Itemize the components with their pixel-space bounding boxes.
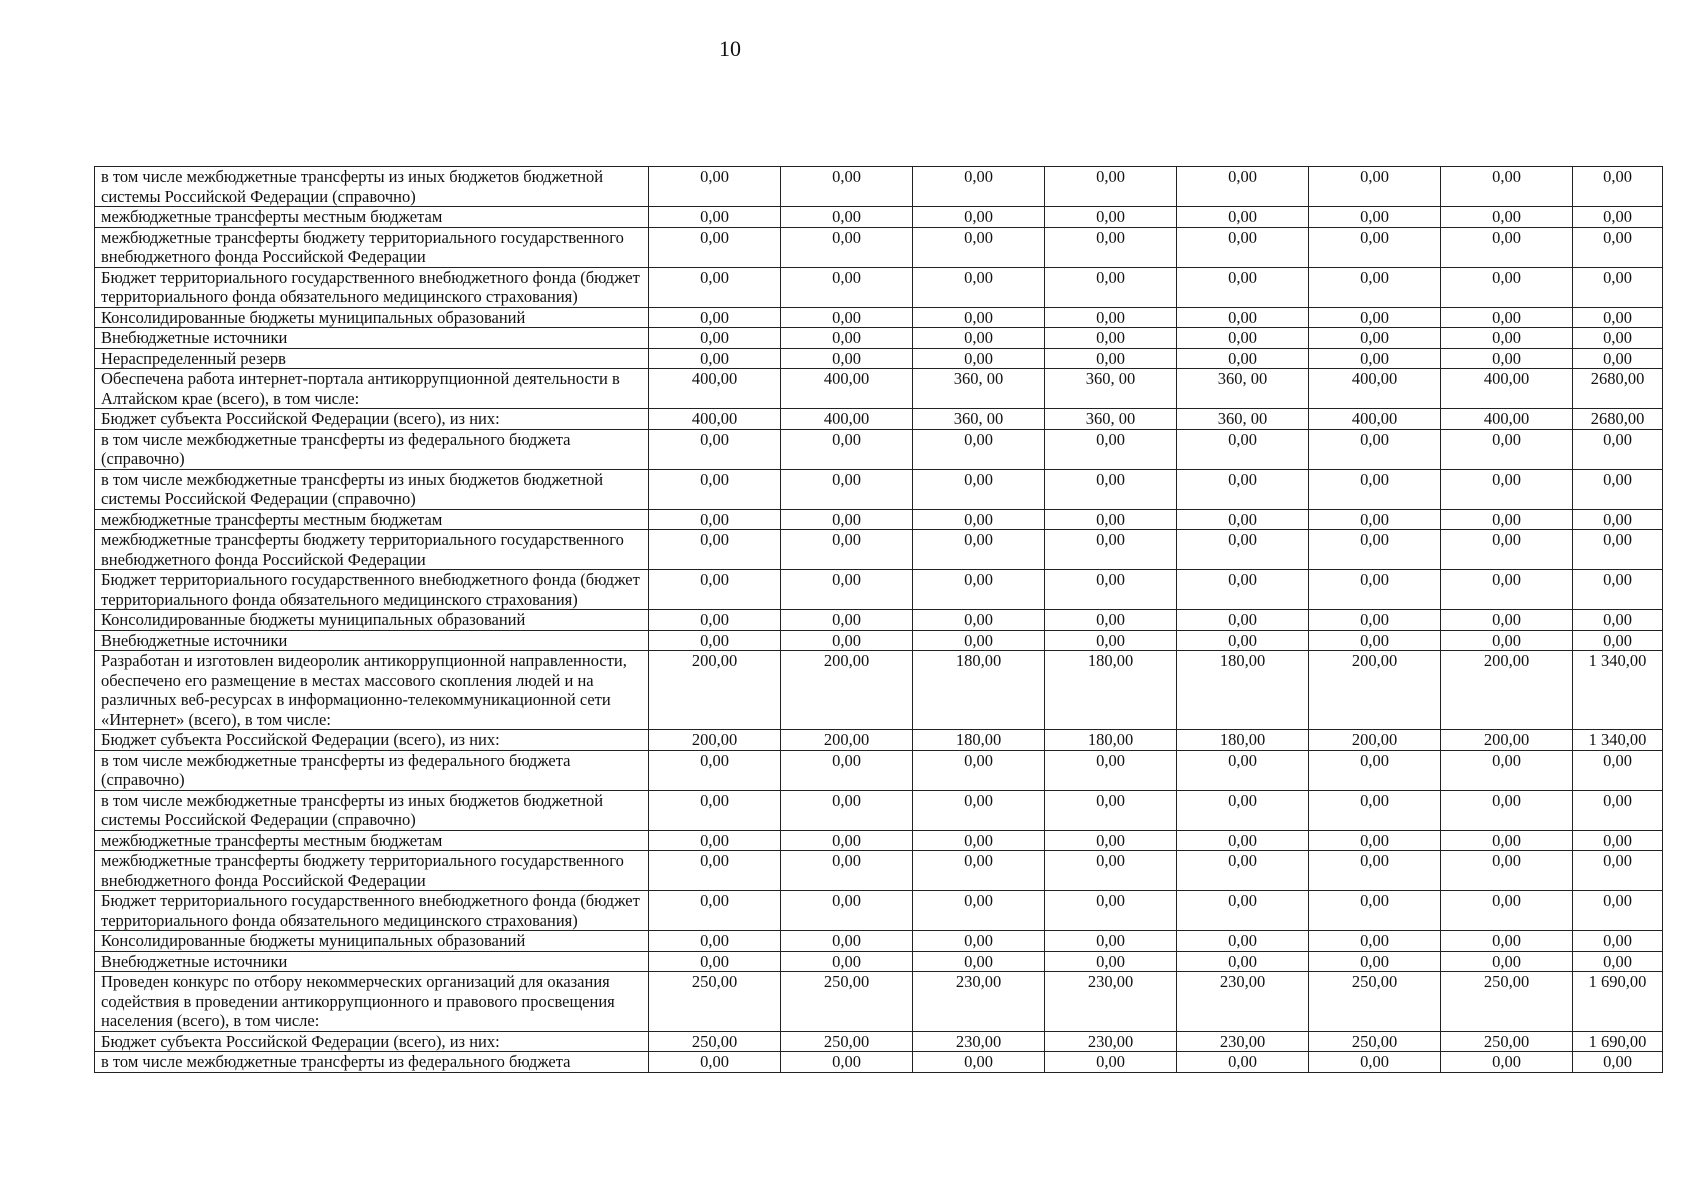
row-value-cell: 0,00 — [1177, 328, 1309, 349]
row-value-cell: 0,00 — [1309, 530, 1441, 570]
row-value-cell: 0,00 — [1441, 509, 1573, 530]
row-value-cell: 250,00 — [781, 972, 913, 1032]
row-value-cell: 0,00 — [781, 891, 913, 931]
row-value-cell: 180,00 — [1045, 651, 1177, 730]
row-value-cell: 0,00 — [1177, 790, 1309, 830]
row-value-cell: 0,00 — [1309, 227, 1441, 267]
row-value-cell: 0,00 — [649, 167, 781, 207]
table-row — [95, 1052, 1663, 1073]
row-value-cell: 0,00 — [1045, 891, 1177, 931]
table-row — [95, 207, 1663, 228]
row-value-cell: 0,00 — [913, 167, 1045, 207]
table-row — [95, 307, 1663, 328]
row-value-cell: 0,00 — [1441, 227, 1573, 267]
row-value-cell: 0,00 — [1441, 530, 1573, 570]
row-value-cell: 250,00 — [781, 1031, 913, 1052]
table-row — [95, 267, 1663, 307]
row-label: в том числе межбюджетные трансферты из иных бюджетов бюджетной системы Российской Федерации (справочно) — [95, 469, 649, 509]
row-value-cell: 180,00 — [1177, 651, 1309, 730]
row-value-cell: 400,00 — [781, 409, 913, 430]
row-value-cell: 250,00 — [649, 972, 781, 1032]
row-value-cell: 0,00 — [1045, 167, 1177, 207]
row-value-cell: 200,00 — [781, 651, 913, 730]
row-value-cell: 0,00 — [781, 469, 913, 509]
row-value-cell: 0,00 — [1441, 1052, 1573, 1073]
row-total-cell: 0,00 — [1573, 328, 1663, 349]
row-label: в том числе межбюджетные трансферты из иных бюджетов бюджетной системы Российской Федерации (справочно) — [95, 790, 649, 830]
row-value-cell: 0,00 — [1441, 469, 1573, 509]
table-row — [95, 429, 1663, 469]
row-value-cell: 230,00 — [1045, 972, 1177, 1032]
row-value-cell: 360, 00 — [1177, 369, 1309, 409]
row-value-cell: 0,00 — [781, 429, 913, 469]
row-value-cell: 0,00 — [781, 227, 913, 267]
row-value-cell: 0,00 — [913, 830, 1045, 851]
row-value-cell: 0,00 — [913, 348, 1045, 369]
table-body — [95, 167, 1663, 1073]
row-total-cell: 0,00 — [1573, 830, 1663, 851]
table-row — [95, 972, 1663, 1032]
row-value-cell: 0,00 — [1177, 830, 1309, 851]
row-value-cell: 0,00 — [1441, 931, 1573, 952]
row-value-cell: 0,00 — [913, 610, 1045, 631]
row-value-cell: 0,00 — [1177, 348, 1309, 369]
row-label: Обеспечена работа интернет-портала антикоррупционной деятельности в Алтайском крае (всего), в том числе: — [95, 369, 649, 409]
row-value-cell: 0,00 — [1309, 509, 1441, 530]
row-value-cell: 0,00 — [649, 429, 781, 469]
row-value-cell: 0,00 — [649, 328, 781, 349]
row-value-cell: 0,00 — [1177, 750, 1309, 790]
row-value-cell: 0,00 — [1177, 307, 1309, 328]
row-value-cell: 0,00 — [1045, 570, 1177, 610]
row-value-cell: 0,00 — [1177, 469, 1309, 509]
row-value-cell: 0,00 — [1441, 790, 1573, 830]
row-label: межбюджетные трансферты бюджету территориального государственного внебюджетного фонда Российской Федерации — [95, 227, 649, 267]
row-value-cell: 0,00 — [1309, 429, 1441, 469]
row-label: межбюджетные трансферты местным бюджетам — [95, 509, 649, 530]
table-row — [95, 730, 1663, 751]
row-label: в том числе межбюджетные трансферты из федерального бюджета — [95, 1052, 649, 1073]
row-value-cell: 400,00 — [781, 369, 913, 409]
row-value-cell: 0,00 — [1441, 610, 1573, 631]
row-value-cell: 0,00 — [1045, 429, 1177, 469]
row-value-cell: 0,00 — [913, 1052, 1045, 1073]
row-value-cell: 0,00 — [649, 790, 781, 830]
row-label: Бюджет субъекта Российской Федерации (всего), из них: — [95, 1031, 649, 1052]
row-total-cell: 0,00 — [1573, 207, 1663, 228]
table-row — [95, 530, 1663, 570]
row-value-cell: 0,00 — [781, 830, 913, 851]
row-total-cell: 2680,00 — [1573, 369, 1663, 409]
row-value-cell: 400,00 — [649, 369, 781, 409]
row-value-cell: 0,00 — [781, 207, 913, 228]
row-value-cell: 0,00 — [781, 750, 913, 790]
row-value-cell: 0,00 — [781, 307, 913, 328]
table-row — [95, 469, 1663, 509]
row-value-cell: 0,00 — [1177, 1052, 1309, 1073]
row-value-cell: 0,00 — [1309, 830, 1441, 851]
table-row — [95, 570, 1663, 610]
row-value-cell: 0,00 — [1045, 348, 1177, 369]
table-row — [95, 891, 1663, 931]
row-value-cell: 0,00 — [913, 851, 1045, 891]
row-value-cell: 0,00 — [649, 509, 781, 530]
row-value-cell: 0,00 — [781, 1052, 913, 1073]
row-value-cell: 200,00 — [1441, 651, 1573, 730]
row-total-cell: 0,00 — [1573, 790, 1663, 830]
row-total-cell: 1 340,00 — [1573, 651, 1663, 730]
table-row — [95, 227, 1663, 267]
row-value-cell: 0,00 — [1309, 328, 1441, 349]
row-value-cell: 0,00 — [649, 931, 781, 952]
row-value-cell: 0,00 — [1441, 951, 1573, 972]
row-total-cell: 2680,00 — [1573, 409, 1663, 430]
row-label: Бюджет территориального государственного внебюджетного фонда (бюджет территориального фонда обязательного медицинского страхования) — [95, 891, 649, 931]
row-value-cell: 400,00 — [1309, 409, 1441, 430]
row-value-cell: 0,00 — [913, 328, 1045, 349]
row-value-cell: 0,00 — [1441, 891, 1573, 931]
row-value-cell: 0,00 — [649, 851, 781, 891]
row-label: межбюджетные трансферты местным бюджетам — [95, 207, 649, 228]
row-value-cell: 0,00 — [649, 307, 781, 328]
row-total-cell: 0,00 — [1573, 167, 1663, 207]
row-value-cell: 0,00 — [1441, 570, 1573, 610]
row-value-cell: 250,00 — [1309, 972, 1441, 1032]
row-value-cell: 200,00 — [1309, 651, 1441, 730]
row-value-cell: 0,00 — [913, 307, 1045, 328]
table-row — [95, 167, 1663, 207]
row-value-cell: 0,00 — [913, 469, 1045, 509]
row-value-cell: 0,00 — [781, 267, 913, 307]
row-value-cell: 0,00 — [1045, 951, 1177, 972]
row-value-cell: 0,00 — [1177, 429, 1309, 469]
row-value-cell: 230,00 — [1177, 972, 1309, 1032]
row-value-cell: 0,00 — [1441, 207, 1573, 228]
row-label: Проведен конкурс по отбору некоммерческих организаций для оказания содействия в проведении антикоррупционного и правового просвещения населения (всего), в том числе: — [95, 972, 649, 1032]
row-value-cell: 0,00 — [1309, 891, 1441, 931]
row-value-cell: 0,00 — [1045, 509, 1177, 530]
row-value-cell: 200,00 — [781, 730, 913, 751]
row-value-cell: 200,00 — [649, 651, 781, 730]
row-value-cell: 0,00 — [1309, 750, 1441, 790]
row-value-cell: 0,00 — [1177, 570, 1309, 610]
row-value-cell: 0,00 — [913, 750, 1045, 790]
row-label: Бюджет субъекта Российской Федерации (всего), из них: — [95, 409, 649, 430]
row-value-cell: 400,00 — [1309, 369, 1441, 409]
row-value-cell: 0,00 — [1441, 750, 1573, 790]
row-value-cell: 0,00 — [649, 267, 781, 307]
row-value-cell: 0,00 — [1309, 931, 1441, 952]
row-total-cell: 0,00 — [1573, 610, 1663, 631]
row-value-cell: 0,00 — [1045, 610, 1177, 631]
row-value-cell: 0,00 — [1177, 530, 1309, 570]
row-value-cell: 0,00 — [781, 790, 913, 830]
row-value-cell: 0,00 — [1177, 630, 1309, 651]
row-label: Бюджет территориального государственного внебюджетного фонда (бюджет территориального фонда обязательного медицинского страхования) — [95, 570, 649, 610]
row-value-cell: 0,00 — [1441, 307, 1573, 328]
row-value-cell: 0,00 — [1045, 530, 1177, 570]
row-value-cell: 0,00 — [1045, 227, 1177, 267]
row-value-cell: 0,00 — [913, 570, 1045, 610]
row-value-cell: 400,00 — [1441, 369, 1573, 409]
row-value-cell: 0,00 — [913, 951, 1045, 972]
row-value-cell: 0,00 — [781, 509, 913, 530]
row-total-cell: 1 690,00 — [1573, 972, 1663, 1032]
row-label: Консолидированные бюджеты муниципальных образований — [95, 307, 649, 328]
row-value-cell: 0,00 — [1309, 1052, 1441, 1073]
row-value-cell: 230,00 — [913, 972, 1045, 1032]
row-value-cell: 0,00 — [1441, 328, 1573, 349]
row-value-cell: 0,00 — [1309, 267, 1441, 307]
row-value-cell: 0,00 — [1441, 851, 1573, 891]
row-value-cell: 180,00 — [913, 651, 1045, 730]
row-value-cell: 0,00 — [1045, 830, 1177, 851]
row-value-cell: 0,00 — [913, 790, 1045, 830]
row-label: межбюджетные трансферты бюджету территориального государственного внебюджетного фонда Российской Федерации — [95, 530, 649, 570]
row-value-cell: 0,00 — [1177, 951, 1309, 972]
row-value-cell: 250,00 — [1441, 972, 1573, 1032]
row-label: Внебюджетные источники — [95, 630, 649, 651]
row-value-cell: 0,00 — [1309, 630, 1441, 651]
row-total-cell: 0,00 — [1573, 469, 1663, 509]
row-total-cell: 0,00 — [1573, 630, 1663, 651]
row-value-cell: 0,00 — [649, 348, 781, 369]
row-value-cell: 0,00 — [781, 167, 913, 207]
row-label: Бюджет территориального государственного внебюджетного фонда (бюджет территориального фонда обязательного медицинского страхования) — [95, 267, 649, 307]
row-label: Внебюджетные источники — [95, 951, 649, 972]
row-value-cell: 0,00 — [649, 227, 781, 267]
row-label: в том числе межбюджетные трансферты из федерального бюджета (справочно) — [95, 429, 649, 469]
row-value-cell: 0,00 — [781, 348, 913, 369]
row-value-cell: 0,00 — [1309, 790, 1441, 830]
row-value-cell: 250,00 — [1441, 1031, 1573, 1052]
row-value-cell: 0,00 — [1309, 207, 1441, 228]
row-value-cell: 0,00 — [913, 630, 1045, 651]
row-label: в том числе межбюджетные трансферты из иных бюджетов бюджетной системы Российской Федерации (справочно) — [95, 167, 649, 207]
row-value-cell: 0,00 — [1177, 207, 1309, 228]
table-row — [95, 951, 1663, 972]
row-value-cell: 0,00 — [649, 951, 781, 972]
row-value-cell: 0,00 — [1177, 267, 1309, 307]
row-value-cell: 0,00 — [1045, 790, 1177, 830]
row-value-cell: 250,00 — [649, 1031, 781, 1052]
row-value-cell: 0,00 — [781, 630, 913, 651]
table-row — [95, 931, 1663, 952]
row-value-cell: 0,00 — [1441, 167, 1573, 207]
row-value-cell: 0,00 — [1045, 851, 1177, 891]
row-value-cell: 360, 00 — [913, 409, 1045, 430]
row-value-cell: 0,00 — [913, 891, 1045, 931]
row-label: Нераспределенный резерв — [95, 348, 649, 369]
row-value-cell: 0,00 — [781, 570, 913, 610]
row-value-cell: 0,00 — [1177, 891, 1309, 931]
row-value-cell: 0,00 — [1309, 167, 1441, 207]
row-total-cell: 1 340,00 — [1573, 730, 1663, 751]
row-value-cell: 0,00 — [913, 931, 1045, 952]
row-value-cell: 0,00 — [1177, 610, 1309, 631]
row-total-cell: 0,00 — [1573, 530, 1663, 570]
row-value-cell: 400,00 — [1441, 409, 1573, 430]
row-value-cell: 0,00 — [1045, 328, 1177, 349]
row-value-cell: 0,00 — [649, 750, 781, 790]
row-total-cell: 0,00 — [1573, 227, 1663, 267]
table-row — [95, 328, 1663, 349]
row-value-cell: 0,00 — [1309, 307, 1441, 328]
row-value-cell: 0,00 — [1177, 167, 1309, 207]
row-label: межбюджетные трансферты бюджету территориального государственного внебюджетного фонда Российской Федерации — [95, 851, 649, 891]
row-total-cell: 0,00 — [1573, 429, 1663, 469]
row-value-cell: 0,00 — [1441, 267, 1573, 307]
row-value-cell: 180,00 — [913, 730, 1045, 751]
table-row — [95, 851, 1663, 891]
row-value-cell: 0,00 — [913, 227, 1045, 267]
row-value-cell: 230,00 — [1177, 1031, 1309, 1052]
row-value-cell: 0,00 — [649, 830, 781, 851]
row-total-cell: 0,00 — [1573, 267, 1663, 307]
row-value-cell: 0,00 — [781, 610, 913, 631]
row-value-cell: 0,00 — [649, 1052, 781, 1073]
table-row — [95, 369, 1663, 409]
row-value-cell: 400,00 — [649, 409, 781, 430]
row-total-cell: 0,00 — [1573, 570, 1663, 610]
table-row — [95, 830, 1663, 851]
row-value-cell: 0,00 — [781, 851, 913, 891]
table-row — [95, 610, 1663, 631]
row-value-cell: 230,00 — [913, 1031, 1045, 1052]
row-value-cell: 0,00 — [1441, 429, 1573, 469]
row-value-cell: 0,00 — [649, 570, 781, 610]
budget-table — [94, 166, 1663, 1073]
row-value-cell: 0,00 — [1441, 630, 1573, 651]
table-row — [95, 509, 1663, 530]
table-row — [95, 348, 1663, 369]
row-label: Консолидированные бюджеты муниципальных образований — [95, 931, 649, 952]
row-label: Внебюджетные источники — [95, 328, 649, 349]
row-total-cell: 0,00 — [1573, 891, 1663, 931]
row-total-cell: 0,00 — [1573, 307, 1663, 328]
row-value-cell: 0,00 — [913, 530, 1045, 570]
row-value-cell: 0,00 — [1177, 227, 1309, 267]
row-value-cell: 360, 00 — [1045, 369, 1177, 409]
row-total-cell: 0,00 — [1573, 509, 1663, 530]
row-value-cell: 0,00 — [781, 931, 913, 952]
row-label: Бюджет субъекта Российской Федерации (всего), из них: — [95, 730, 649, 751]
row-value-cell: 0,00 — [1045, 931, 1177, 952]
row-value-cell: 200,00 — [649, 730, 781, 751]
row-value-cell: 0,00 — [913, 267, 1045, 307]
row-value-cell: 0,00 — [1045, 469, 1177, 509]
row-value-cell: 0,00 — [649, 630, 781, 651]
row-value-cell: 0,00 — [1177, 931, 1309, 952]
row-value-cell: 250,00 — [1309, 1031, 1441, 1052]
row-value-cell: 0,00 — [1309, 851, 1441, 891]
row-total-cell: 0,00 — [1573, 931, 1663, 952]
row-value-cell: 0,00 — [1441, 830, 1573, 851]
row-value-cell: 180,00 — [1177, 730, 1309, 751]
table-row — [95, 750, 1663, 790]
row-value-cell: 0,00 — [1309, 469, 1441, 509]
table-row — [95, 630, 1663, 651]
row-value-cell: 0,00 — [649, 530, 781, 570]
row-value-cell: 0,00 — [1177, 509, 1309, 530]
table-row — [95, 790, 1663, 830]
row-value-cell: 0,00 — [649, 469, 781, 509]
row-value-cell: 0,00 — [1177, 851, 1309, 891]
row-value-cell: 0,00 — [649, 891, 781, 931]
row-value-cell: 0,00 — [1309, 348, 1441, 369]
row-total-cell: 0,00 — [1573, 851, 1663, 891]
row-total-cell: 1 690,00 — [1573, 1031, 1663, 1052]
row-value-cell: 0,00 — [1045, 267, 1177, 307]
row-value-cell: 200,00 — [1441, 730, 1573, 751]
row-total-cell: 0,00 — [1573, 951, 1663, 972]
row-value-cell: 0,00 — [913, 429, 1045, 469]
row-label: Консолидированные бюджеты муниципальных образований — [95, 610, 649, 631]
row-label: в том числе межбюджетные трансферты из федерального бюджета (справочно) — [95, 750, 649, 790]
row-value-cell: 200,00 — [1309, 730, 1441, 751]
row-value-cell: 0,00 — [1309, 951, 1441, 972]
row-value-cell: 0,00 — [1045, 630, 1177, 651]
row-total-cell: 0,00 — [1573, 1052, 1663, 1073]
row-value-cell: 0,00 — [781, 328, 913, 349]
row-value-cell: 230,00 — [1045, 1031, 1177, 1052]
row-value-cell: 0,00 — [649, 207, 781, 228]
row-value-cell: 360, 00 — [1045, 409, 1177, 430]
row-value-cell: 0,00 — [1045, 1052, 1177, 1073]
row-value-cell: 0,00 — [1309, 570, 1441, 610]
row-value-cell: 0,00 — [1045, 307, 1177, 328]
row-value-cell: 360, 00 — [913, 369, 1045, 409]
row-value-cell: 0,00 — [781, 951, 913, 972]
row-total-cell: 0,00 — [1573, 750, 1663, 790]
row-value-cell: 0,00 — [1309, 610, 1441, 631]
row-total-cell: 0,00 — [1573, 348, 1663, 369]
table-row — [95, 409, 1663, 430]
row-label: межбюджетные трансферты местным бюджетам — [95, 830, 649, 851]
table-row — [95, 1031, 1663, 1052]
row-label: Разработан и изготовлен видеоролик антикоррупционной направленности, обеспечено его размещение в местах массового скопления людей и на различных веб-ресурсах в информационно-телекоммуникационной сети «Интернет» (всего), в том числе: — [95, 651, 649, 730]
row-value-cell: 0,00 — [1045, 750, 1177, 790]
row-value-cell: 0,00 — [913, 207, 1045, 228]
row-value-cell: 180,00 — [1045, 730, 1177, 751]
row-value-cell: 360, 00 — [1177, 409, 1309, 430]
page-number: 10 — [719, 36, 741, 61]
row-value-cell: 0,00 — [1045, 207, 1177, 228]
row-value-cell: 0,00 — [1441, 348, 1573, 369]
row-value-cell: 0,00 — [781, 530, 913, 570]
table-row — [95, 651, 1663, 730]
row-value-cell: 0,00 — [649, 610, 781, 631]
row-value-cell: 0,00 — [913, 509, 1045, 530]
